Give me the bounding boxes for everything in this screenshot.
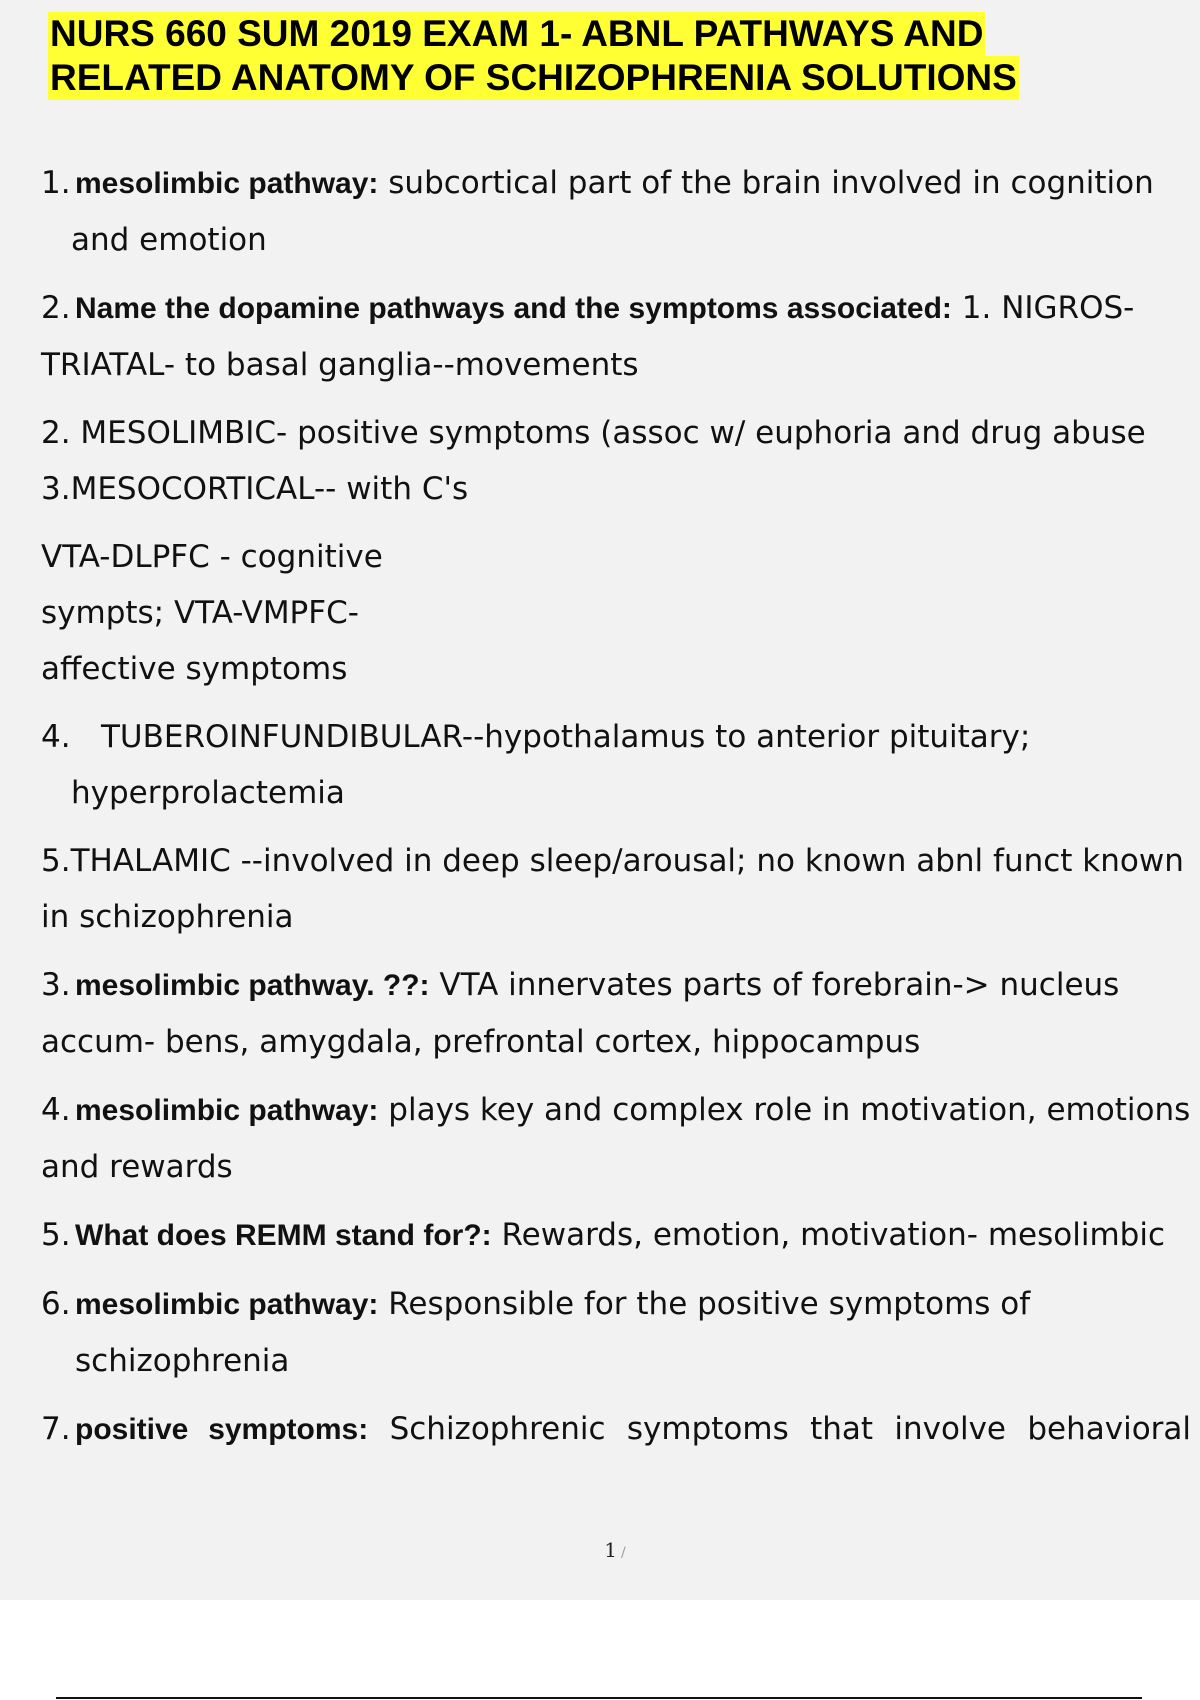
item-term: positive symptoms: <box>75 1413 369 1446</box>
item-text: Responsible for the positive symptoms of schizophrenia <box>75 1286 1031 1379</box>
list-item-7 <box>41 1401 1191 1458</box>
item-term: mesolimbic pathway: <box>75 1094 379 1127</box>
document-title <box>48 12 1019 100</box>
page-number-value: 1 <box>604 1538 617 1562</box>
page-number-separator: / <box>621 1545 626 1561</box>
title-line-1: NURS 660 SUM 2019 EXAM 1- ABNL PATHWAYS AND <box>50 13 984 54</box>
item-term: mesolimbic pathway: <box>75 1288 379 1321</box>
item-text: subcortical part of the brain involved in cognition and emotion <box>71 165 1154 258</box>
item-text: Rewards, emotion, motivation- mesolimbic <box>491 1217 1165 1253</box>
item-term: What does REMM stand for?: <box>75 1219 492 1252</box>
paragraph-vta <box>41 529 1191 697</box>
page-number <box>0 1538 1200 1562</box>
list-item-6 <box>41 1276 1191 1389</box>
item-text: 2. MESOLIMBIC- positive symptoms (assoc w/ euphoria and drug abuse 3.MESOCORTICAL-- with C's <box>41 415 1146 507</box>
list-item-1 <box>41 155 1191 268</box>
item-number: 3. <box>41 967 71 1003</box>
item-term: mesolimbic pathway: <box>75 167 379 200</box>
title-line-2: RELATED ANATOMY OF SCHIZOPHRENIA SOLUTIONS <box>50 57 1017 98</box>
item-number: 4. <box>41 719 71 755</box>
item-number: 7. <box>41 1411 71 1447</box>
document-body <box>41 155 1191 1458</box>
paragraph-thalamic <box>41 833 1191 945</box>
item-text: VTA innervates parts of forebrain-> nucleus accum- bens, amygdala, prefrontal cortex, hippocampus <box>41 967 1120 1060</box>
item-text: TUBEROINFUNDIBULAR--hypothalamus to anterior pituitary; hyperprolactemia <box>71 719 1031 811</box>
item-text: Schizophrenic symptoms that involve behavioral <box>368 1411 1192 1447</box>
item-number: 2. <box>41 290 71 326</box>
vta-line-3: affective symptoms <box>41 651 348 687</box>
item-text: plays key and complex role in motivation, emotions and rewards <box>41 1092 1191 1185</box>
item-text: 1. NIGROS- TRIATAL- to basal ganglia--movements <box>41 290 1135 383</box>
item-term: Name the dopamine pathways and the symptoms associated: <box>75 292 952 325</box>
vta-line-2: sympts; VTA-VMPFC- <box>41 595 359 631</box>
list-item-3 <box>41 957 1191 1070</box>
paragraph-mesolimbic-mesocortical <box>41 405 1191 517</box>
list-item-2 <box>41 280 1191 393</box>
item-text: 5.THALAMIC --involved in deep sleep/arousal; no known abnl funct known in schizophrenia <box>41 843 1184 935</box>
item-number: 4. <box>41 1092 71 1128</box>
item-number: 6. <box>41 1286 71 1322</box>
paragraph-tuberoinfundibular <box>41 709 1191 821</box>
list-item-5 <box>41 1207 1191 1264</box>
item-term: mesolimbic pathway. ??: <box>75 969 430 1002</box>
item-number: 5. <box>41 1217 71 1253</box>
page-divider <box>56 1697 1142 1699</box>
vta-line-1: VTA-DLPFC - cognitive <box>41 539 383 575</box>
list-item-4 <box>41 1082 1191 1195</box>
item-number: 1. <box>41 165 71 201</box>
